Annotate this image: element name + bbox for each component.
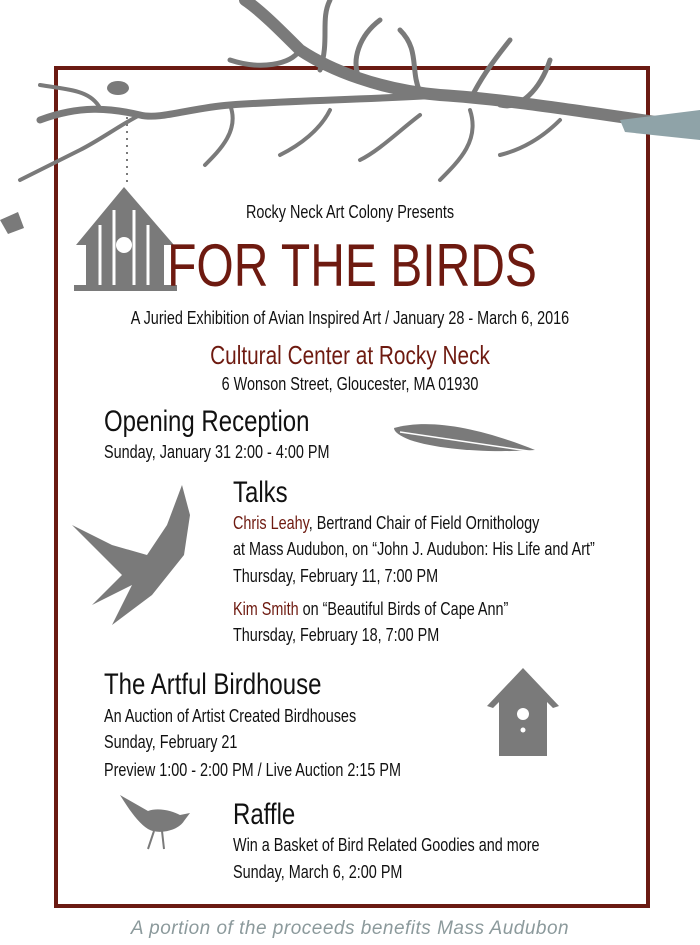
- page-title: FOR THE BIRDS: [167, 232, 537, 299]
- talk1-line1: [233, 514, 539, 532]
- raffle-heading: Raffle: [233, 798, 296, 831]
- talk1-date: Thursday, February 11, 7:00 PM: [233, 566, 439, 586]
- presenter-text: Rocky Neck Art Colony Presents: [245, 202, 455, 222]
- venue-name: Cultural Center at Rocky Neck: [210, 340, 490, 370]
- birdhouse-line1: An Auction of Artist Created Birdhouses: [104, 706, 357, 726]
- venue-address: 6 Wonson Street, Gloucester, MA 01930: [221, 374, 479, 394]
- opening-date: Sunday, January 31 2:00 - 4:00 PM: [104, 442, 330, 462]
- birdhouse-heading: The Artful Birdhouse: [104, 668, 322, 701]
- talk2-date: Thursday, February 18, 7:00 PM: [233, 625, 440, 645]
- perched-bird-icon: [107, 81, 129, 95]
- birdhouse-icon: [483, 668, 563, 758]
- talks-heading: Talks: [233, 476, 288, 509]
- birdhouse-line3: Preview 1:00 - 2:00 PM / Live Auction 2:15 PM: [104, 760, 401, 780]
- footer-note: A portion of the proceeds benefits Mass Audubon: [130, 918, 570, 939]
- raffle-line1: Win a Basket of Bird Related Goodies and more: [233, 835, 540, 855]
- talk1-line2: at Mass Audubon, on “John J. Audubon: His Life and Art”: [233, 539, 595, 559]
- flying-bird-icon: [72, 485, 212, 635]
- talk2-line1: [233, 600, 508, 618]
- talk2-speaker: Kim Smith: [233, 599, 299, 619]
- talk1-title: , Bertrand Chair of Field Ornithology: [308, 513, 540, 533]
- birdhouse-line2: Sunday, February 21: [104, 732, 238, 752]
- subtitle: A Juried Exhibition of Avian Inspired Art / January 28 - March 6, 2016: [130, 308, 570, 328]
- feather-icon: [390, 418, 540, 468]
- opening-heading: Opening Reception: [104, 405, 310, 438]
- songbird-icon: [118, 793, 198, 853]
- talk2-title: on “Beautiful Birds of Cape Ann”: [298, 599, 509, 619]
- raffle-line2: Sunday, March 6, 2:00 PM: [233, 862, 403, 882]
- talk1-speaker: Chris Leahy: [233, 513, 309, 533]
